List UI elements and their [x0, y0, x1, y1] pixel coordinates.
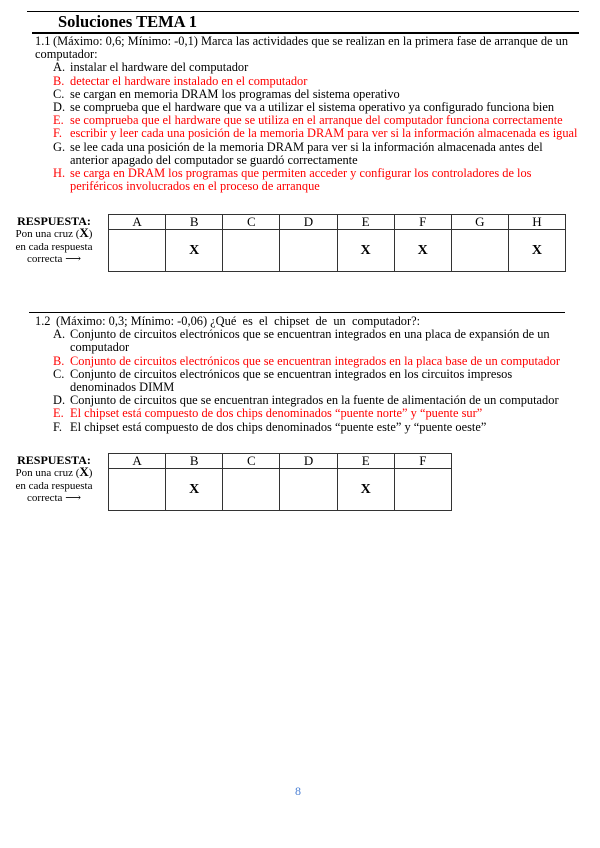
- option-b: B. Conjunto de circuitos electrónicos que se encuentran integrados en la placa base de un computador: [53, 353, 560, 368]
- answer-table-header: [109, 215, 566, 230]
- option-h: H. se carga en DRAM los programas que permiten acceder y configurar los controladores de los periféricos involucrados en el proceso de arranque: [53, 166, 532, 194]
- option-e: E. se comprueba que el hardware que se utiliza en el arranque del computador funciona correctamente: [53, 113, 563, 128]
- page-number: 8: [295, 784, 301, 798]
- header-a: A: [109, 454, 166, 469]
- answer-instructions: RESPUESTA: Pon una cruz (X) en cada respuesta correcta ⟶: [4, 215, 104, 266]
- option-f: F. escribir y leer cada una posición de la memoria DRAM para ver si la información almacenada es igual: [53, 126, 578, 141]
- section-divider: [29, 312, 565, 313]
- question-text: (Máximo: 0,6; Mínimo: -0,1) Marca las actividades que se realizan en la primera fase de arranque de un: [53, 34, 569, 48]
- question-1-1: [35, 35, 580, 193]
- answer-cell-c[interactable]: [223, 469, 280, 511]
- answer-cell-e[interactable]: X: [337, 230, 394, 272]
- header-d: D: [280, 454, 337, 469]
- answer-table-1-2: [108, 453, 452, 511]
- answer-heading: RESPUESTA:: [17, 453, 91, 467]
- question-text: (Máximo: 0,3; Mínimo: -0,06) ¿Qué es el chipset de un computador?:: [56, 314, 421, 328]
- answer-cell-b[interactable]: X: [166, 469, 223, 511]
- header-c: C: [223, 454, 280, 469]
- option-g: G. se lee cada una posición de la memoria DRAM para ver si la información almacenada antes del anterior apagado del computador se guardó correctamente: [53, 139, 543, 167]
- option-a: A. Conjunto de circuitos electrónicos que se encuentran integrados en una placa de expansión de un computador: [53, 327, 550, 355]
- answer-heading: RESPUESTA:: [17, 214, 91, 228]
- header-a: A: [109, 215, 166, 230]
- header-d: D: [280, 215, 337, 230]
- answer-instructions: RESPUESTA: Pon una cruz (X) en cada respuesta correcta ⟶: [4, 454, 104, 505]
- answer-cell-b[interactable]: X: [166, 230, 223, 272]
- header-f: F: [394, 215, 451, 230]
- question-1-2: [35, 315, 580, 434]
- answer-cell-f[interactable]: X: [394, 230, 451, 272]
- header-b: B: [166, 454, 223, 469]
- option-e: E. El chipset está compuesto de dos chips denominados “puente norte” y “puente sur”: [53, 406, 483, 421]
- question-number: 1.1: [35, 34, 51, 48]
- answer-cell-c[interactable]: [223, 230, 280, 272]
- header-b: B: [166, 215, 223, 230]
- header-e: E: [337, 215, 394, 230]
- answer-cell-g[interactable]: [451, 230, 508, 272]
- header-c: C: [223, 215, 280, 230]
- header-g: G: [451, 215, 508, 230]
- answer-cell-d[interactable]: [280, 230, 337, 272]
- answer-table-marks: [109, 230, 566, 272]
- question-text-continued: computador:: [35, 47, 98, 62]
- header-e: E: [337, 454, 394, 469]
- option-b: B. detectar el hardware instalado en el computador: [53, 73, 308, 88]
- header-f: F: [394, 454, 451, 469]
- answer-cell-a[interactable]: [109, 230, 166, 272]
- answer-table-marks: [109, 469, 452, 511]
- option-a: A. instalar el hardware del computador: [53, 60, 249, 75]
- answer-cell-a[interactable]: [109, 469, 166, 511]
- page-title: Soluciones TEMA 1: [58, 12, 198, 31]
- answer-table-1-1: [108, 214, 566, 272]
- answer-cell-f[interactable]: [394, 469, 451, 511]
- question-stem: [35, 35, 580, 48]
- question-number: 1.2: [35, 314, 51, 328]
- answer-table-header: [109, 454, 452, 469]
- answer-cell-h[interactable]: X: [508, 230, 565, 272]
- header-h: H: [508, 215, 565, 230]
- option-c: C. se cargan en memoria DRAM los programas del sistema operativo: [53, 86, 400, 101]
- option-c: C. Conjunto de circuitos electrónicos que se encuentran integrados en los circuitos impresos denominados DIMM: [53, 366, 513, 395]
- option-d: D. Conjunto de circuitos que se encuentran integrados en la fuente de alimentación de un computador: [53, 393, 559, 408]
- answer-cell-d[interactable]: [280, 469, 337, 511]
- option-f: F. El chipset está compuesto de dos chips denominados “puente este” y “puente oeste”: [53, 419, 487, 434]
- answer-cell-e[interactable]: X: [337, 469, 394, 511]
- option-d: D. se comprueba que el hardware que va a utilizar el sistema operativo ya configurado funciona bien: [53, 100, 555, 115]
